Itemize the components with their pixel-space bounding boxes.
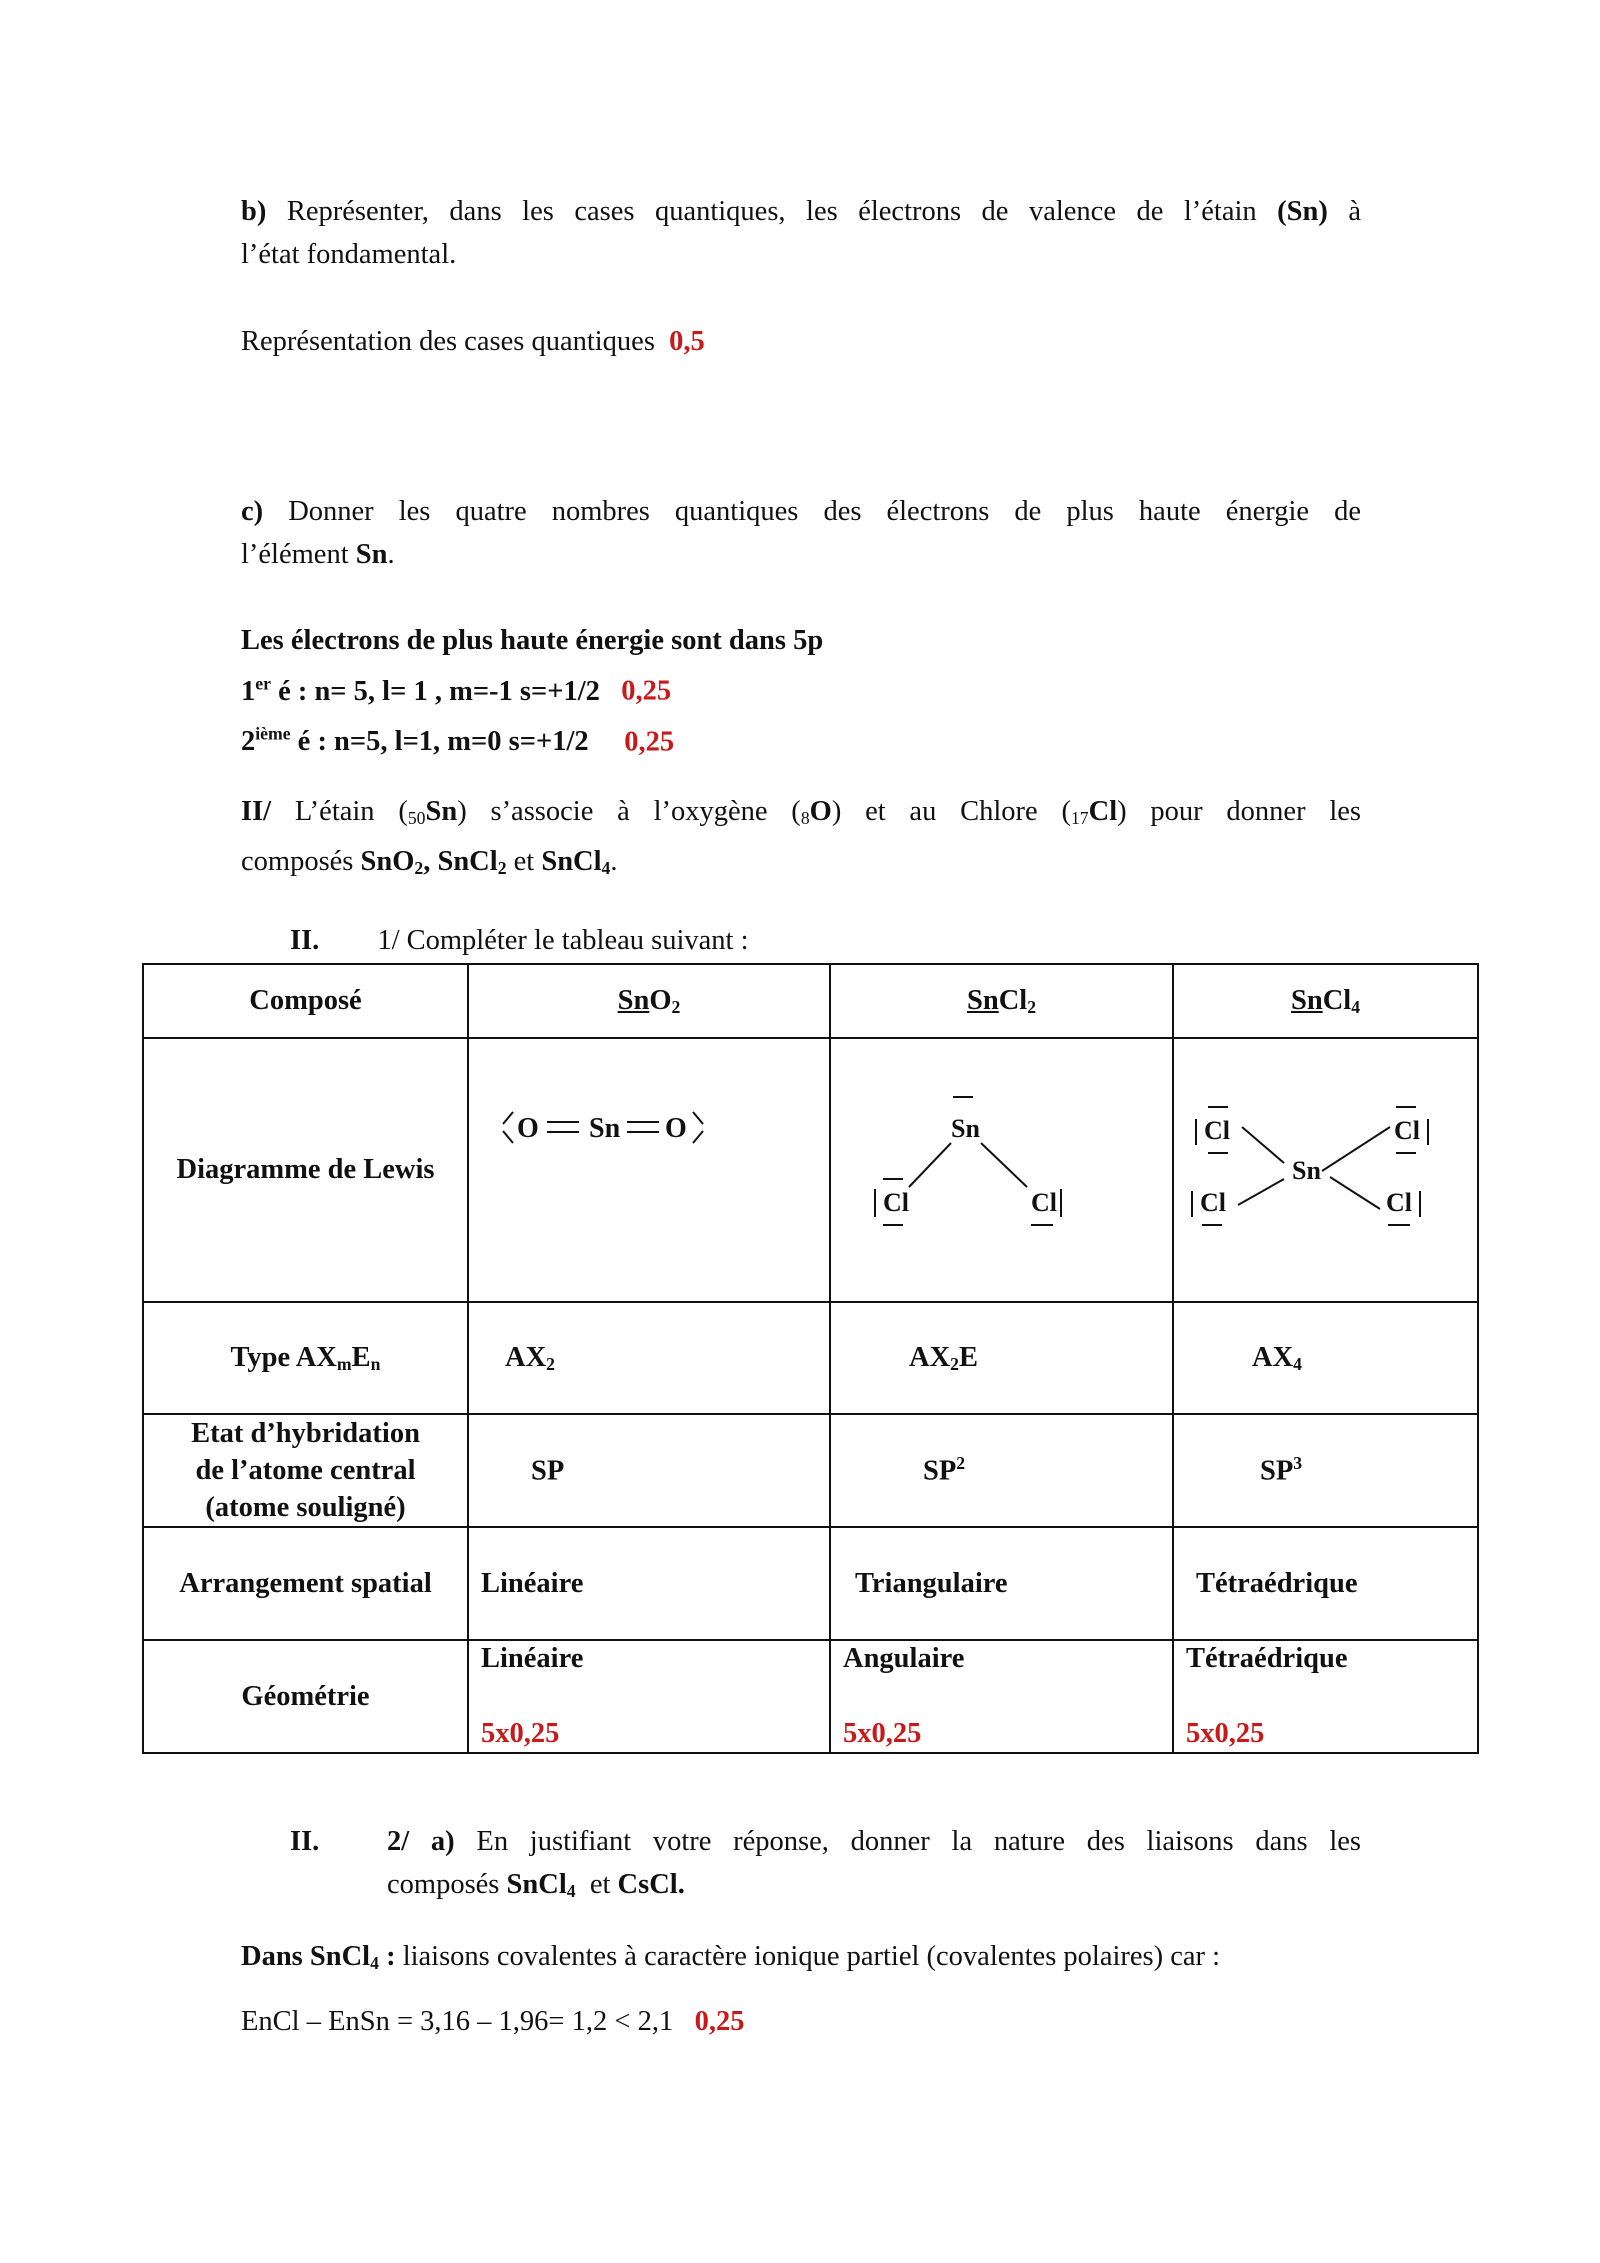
- table-cell: SP: [468, 1414, 830, 1527]
- question-c-label: c): [241, 496, 264, 527]
- table-cell: $SP^2$: [830, 1414, 1173, 1527]
- table-cell: $SP^3$: [1173, 1414, 1478, 1527]
- svg-text:Cl: Cl: [883, 1188, 909, 1217]
- answer-b: Représentation des cases quantiques 0,5: [241, 326, 705, 357]
- header-cell: SnCl$_4$: [1173, 964, 1478, 1038]
- svg-text:O: O: [665, 1113, 687, 1144]
- score-badge: 0,5: [669, 326, 705, 357]
- table-cell: Tétraédrique 5x0,25: [1173, 1640, 1478, 1753]
- answer-2a: Dans SnCl$_4$ : liaisons covalentes à caractère ionique partiel (covalentes polaires) car :: [241, 1941, 1221, 1973]
- table-cell: Triangulaire: [830, 1527, 1173, 1640]
- table-cell: Linéaire 5x0,25: [468, 1640, 830, 1753]
- svg-text:O: O: [517, 1113, 539, 1144]
- svg-text:Cl: Cl: [1204, 1116, 1230, 1145]
- score-badge: 5x0,25: [481, 1718, 560, 1749]
- score-badge: 5x0,25: [1186, 1718, 1265, 1749]
- table-row: [143, 1640, 1478, 1753]
- answer-2a-calc: EnCl – EnSn = 3,16 – 1,96= 1,2 < 2,1 0,25: [241, 2006, 745, 2037]
- row-label: Arrangement spatial: [143, 1527, 468, 1640]
- table-row: [143, 1527, 1478, 1640]
- header-cell: SnCl$_2$: [830, 964, 1173, 1038]
- row-label: Géométrie: [143, 1640, 468, 1753]
- svg-text:Cl: Cl: [1386, 1188, 1412, 1217]
- svg-text:Sn: Sn: [951, 1114, 980, 1143]
- question-b-label: b): [241, 196, 267, 227]
- score-badge: 5x0,25: [843, 1718, 922, 1749]
- row-label: Type $AX_mE_n$: [143, 1302, 468, 1414]
- table-row: [143, 1414, 1478, 1527]
- table-cell: $AX_4$: [1173, 1302, 1478, 1414]
- score-badge: 0,25: [694, 2006, 745, 2037]
- answer-c: Les électrons de plus haute énergie sont dans 5p 1er é : n= 5, l= 1 , m=-1 s=+1/2 0,25 2ième é : n=5, l=1, m=0 s=+1/2 0,25: [241, 625, 824, 758]
- svg-text:Cl: Cl: [1394, 1116, 1420, 1145]
- question-c: c) Donner les quatre nombres quantiques des électrons de plus haute énergie de l’élément Sn.: [241, 496, 1361, 570]
- lewis-diagram-sno2: [468, 1038, 830, 1302]
- table-cell: Linéaire: [468, 1527, 830, 1640]
- row-label: Etat d’hybridation de l’atome central (atome souligné): [143, 1414, 468, 1527]
- question-1: II. 1/ Compléter le tableau suivant :: [290, 925, 749, 956]
- svg-text:Cl: Cl: [1200, 1188, 1226, 1217]
- table-row: [143, 1302, 1478, 1414]
- table-row: [143, 1038, 1478, 1302]
- table-cell: Angulaire 5x0,25: [830, 1640, 1173, 1753]
- score-badge: 0,25: [621, 675, 672, 707]
- compounds-table: [142, 963, 1479, 1754]
- svg-text:Sn: Sn: [589, 1113, 621, 1144]
- table-cell: $AX_2E$: [830, 1302, 1173, 1414]
- header-cell: Composé: [143, 964, 468, 1038]
- table-cell: $AX_2$: [468, 1302, 830, 1414]
- header-cell: SnO$_2$: [468, 964, 830, 1038]
- svg-text:Sn: Sn: [1292, 1156, 1321, 1185]
- table-header-row: [143, 964, 1478, 1038]
- lewis-diagram-sncl4: [1173, 1038, 1478, 1302]
- lewis-diagram-sncl2: [830, 1038, 1173, 1302]
- score-badge: 0,25: [624, 726, 675, 758]
- svg-text:Cl: Cl: [1031, 1188, 1057, 1217]
- table-cell: Tétraédrique: [1173, 1527, 1478, 1640]
- row-label: Diagramme de Lewis: [143, 1038, 468, 1302]
- question-b: b) Représenter, dans les cases quantiques, les électrons de valence de l’étain (Sn) à l’état fondamental.: [241, 196, 1362, 270]
- question-2: II. 2/ a) En justifiant votre réponse, donner la nature des liaisons dans les composés SnCl$_4$ et CsCl.: [290, 1826, 1361, 1901]
- part-ii-intro: II/ L’étain (50Sn) s’associe à l’oxygène (8O) et au Chlore (17Cl) pour donner les composés SnO$_2$, SnCl$_2$ et SnCl$_4$.: [241, 796, 1361, 878]
